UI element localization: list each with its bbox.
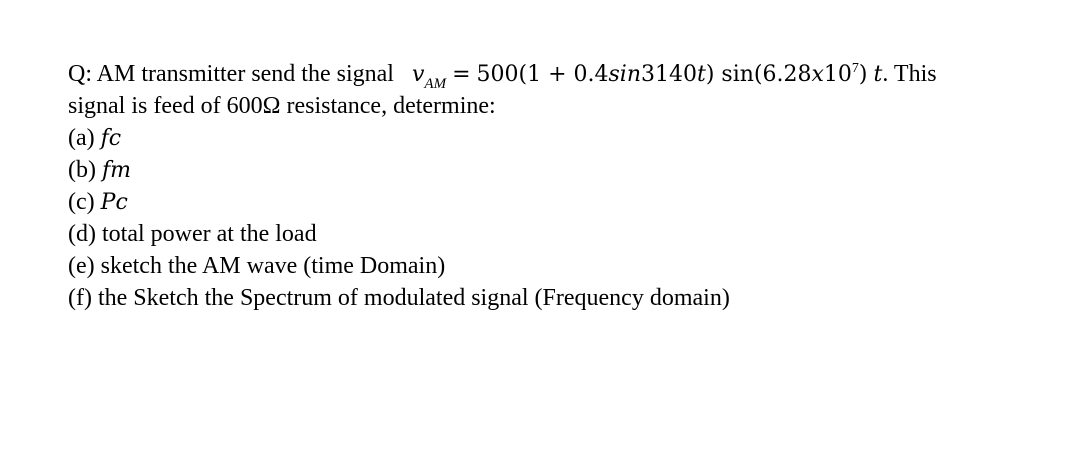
item-c-label: (c) <box>68 189 95 215</box>
question-line-1 <box>68 58 1058 90</box>
expression-part-e: ) <box>858 62 868 87</box>
expression-t2: t <box>873 62 883 87</box>
expression-part-d: 10 <box>823 62 852 87</box>
question-text <box>68 58 1058 314</box>
expression-x: x <box>811 62 824 87</box>
equals-sign: = <box>452 62 471 87</box>
expression-part-a: 500(1 + 0.4 <box>476 62 609 87</box>
expression-exponent: 7 <box>851 61 859 76</box>
item-a-math: fc <box>100 126 122 151</box>
signal-subscript: AM <box>424 76 447 92</box>
expression-t1: t <box>697 62 706 87</box>
expression-part-b: 3140 <box>641 62 697 87</box>
question-suffix: . This <box>882 61 937 87</box>
item-b-label: (b) <box>68 157 96 183</box>
item-b <box>68 154 1058 186</box>
item-c <box>68 186 1058 218</box>
question-prefix: Q: AM transmitter send the signal <box>68 61 394 87</box>
expression-part-c: ) sin(6.28 <box>705 62 812 87</box>
question-line-2: signal is feed of 600Ω resistance, determine: <box>68 93 496 119</box>
expression-sin: sin <box>608 62 641 87</box>
item-b-math: fm <box>101 158 131 183</box>
item-c-math: Pc <box>100 190 128 215</box>
signal-variable: v <box>411 62 425 87</box>
item-a <box>68 122 1058 154</box>
item-d: (d) total power at the load <box>68 221 317 247</box>
item-f: (f) the Sketch the Spectrum of modulated signal (Frequency domain) <box>68 285 730 311</box>
item-a-label: (a) <box>68 125 95 151</box>
item-e: (e) sketch the AM wave (time Domain) <box>68 253 446 279</box>
